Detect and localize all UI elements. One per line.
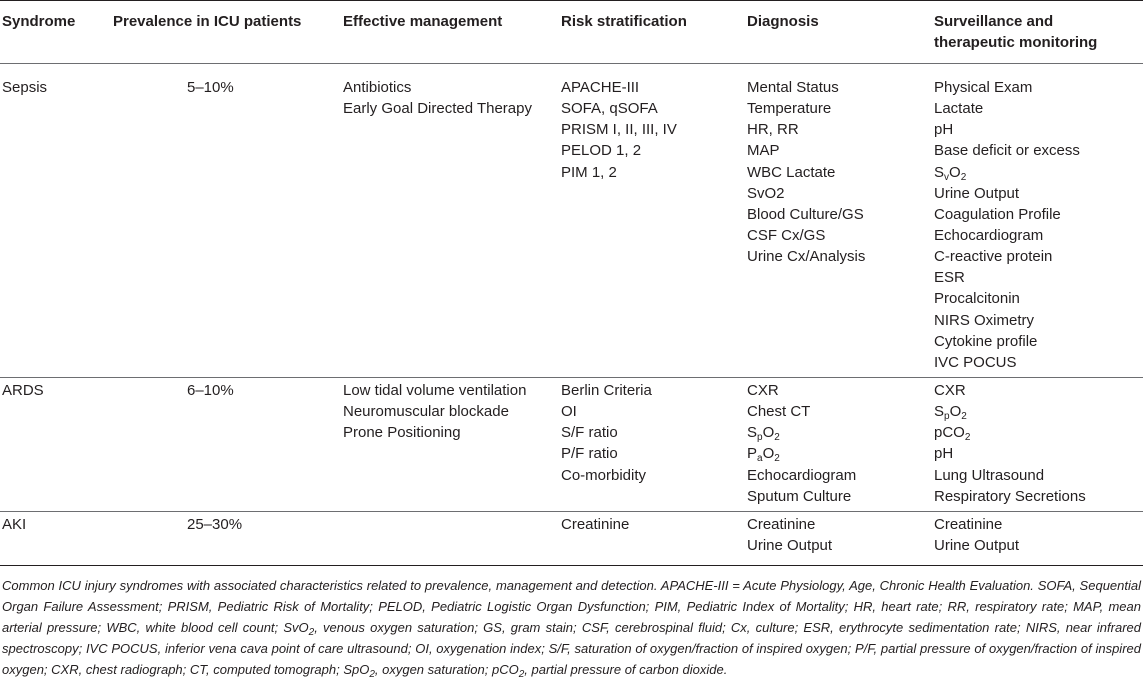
cell-line: Respiratory Secretions [934,487,1086,505]
cell-line: Echocardiogram [934,226,1044,244]
cell-line: Low tidal volume ventilation [343,382,527,399]
header-prevalence: Prevalence in ICU patients [113,13,302,30]
cell-line: S/F ratio [561,424,618,442]
cell-line: Creatinine [747,516,816,533]
row-aki-risk [561,514,629,535]
header-syndrome: Syndrome [2,13,76,30]
cell-line: Mental Status [747,79,839,96]
cell-text: 5–10% [187,79,234,96]
row-ards-diagnosis [747,380,856,507]
cell-line: $P_aO_2$ [747,445,780,465]
cell-line: Temperature [747,100,832,118]
cell-line: pH [934,445,954,463]
cell-line: PRISM I, II, III, IV [561,121,677,139]
cell-line: Early Goal Directed Therapy [343,100,532,118]
cell-line: pH [934,121,954,139]
cell-text: AKI [2,516,27,533]
cell-line: $S_pO_2$ [934,403,967,423]
cell-line: Prone Positioning [343,424,461,442]
row-aki-surveillance [934,514,1019,556]
row-ards-management [343,380,526,443]
cell-line: Urine Output [934,184,1020,202]
cell-line: MAP [747,142,780,160]
cell-line: Lung Ultrasound [934,466,1045,484]
cell-line: Physical Exam [934,79,1033,96]
cell-line: PELOD 1, 2 [561,142,642,160]
cell-line: Co-morbidity [561,466,647,484]
row-sepsis-risk [561,77,677,183]
row-ards-syndrome [2,380,44,401]
header-rule [0,63,1143,64]
cell-line: APACHE-III [561,79,640,96]
cell-line: Urine Output [747,537,833,555]
row-sepsis-surveillance [934,77,1080,373]
cell-line: CXR [934,382,966,399]
cell-line: HR, RR [747,121,799,139]
cell-line: $S_pO_2$ [747,424,780,444]
row-sepsis-prevalence [187,77,234,98]
header-management: Effective management [343,13,503,30]
row-ards-risk [561,380,652,486]
header-surveillance-line1: Surveillance and [934,13,1054,30]
cell-line: Urine Cx/Analysis [747,248,866,266]
cell-line: Cytokine profile [934,332,1038,350]
cell-line: Chest CT [747,403,811,421]
cell-text: Sepsis [2,79,48,96]
bottom-rule [0,565,1143,566]
row-sepsis-syndrome [2,77,47,98]
cell-line: Creatinine [561,516,630,533]
cell-line: Berlin Criteria [561,382,652,399]
cell-line: Antibiotics [343,79,412,96]
cell-line: CSF Cx/GS [747,226,826,244]
row-rule-2 [0,511,1143,512]
cell-line: PIM 1, 2 [561,163,617,181]
cell-text: 6–10% [187,382,234,399]
cell-line: Blood Culture/GS [747,205,864,223]
cell-line: NIRS Oximetry [934,311,1035,329]
row-ards-surveillance [934,380,1086,507]
cell-line: OI [561,403,577,421]
row-aki-prevalence [187,514,242,535]
row-sepsis-management [343,77,532,119]
cell-line: SvO2 [747,184,785,202]
cell-line: C-reactive protein [934,248,1053,266]
cell-text: ARDS [2,382,44,399]
cell-line: P/F ratio [561,445,618,463]
row-aki-syndrome [2,514,26,535]
caption-text: Common ICU injury syndromes with associated characteristics related to prevalence, management and detection. APACHE-III = Acute Physiology, Age, Chronic Health Evaluation. SOFA, Sequential Organ Failure Assessment; PRISM, Pediatric Risk of Mortality; PELOD, Pediatric Logistic Organ Dysfunction; PIM, Pediatric Index of Mortality; HR, heart rate; RR, respiratory rate; MAP, mean arterial pressure; WBC, white blood cell count; SvO$_2$, venous oxygen saturation; GS, gram stain; CSF, cerebrospinal fluid; Cx, culture; ESR, erythrocyte sedimentation rate; NIRS, near infrared spectroscopy; IVC POCUS, inferior vena cava point of care ultrasound; OI, oxygenation index; S/F, saturation of oxygen/fraction of inspired oxygen; P/F, partial pressure of oxygen/fraction of inspired oxygen; CXR, chest radiograph; CT, computed tomograph; SpO$_2$, oxygen saturation; pCO$_2$, partial pressure of carbon dioxide. [2,578,1141,680]
cell-text: 25–30% [187,516,243,533]
row-ards-prevalence [187,380,234,401]
cell-line: SOFA, qSOFA [561,100,658,118]
cell-line: pCO$_2$ [934,424,971,444]
cell-line: Sputum Culture [747,487,852,505]
row-aki-diagnosis [747,514,832,556]
cell-line: Urine Output [934,537,1020,555]
row-rule-1 [0,377,1143,378]
header-surveillance [934,11,1097,53]
cell-line: ESR [934,269,965,287]
cell-line: IVC POCUS [934,353,1017,371]
cell-line: Neuromuscular blockade [343,403,509,421]
row-sepsis-diagnosis [747,77,865,267]
cell-line: Echocardiogram [747,466,857,484]
cell-line: Lactate [934,100,984,118]
cell-line: Creatinine [934,516,1003,533]
cell-line: CXR [747,382,779,399]
header-diagnosis: Diagnosis [747,13,819,30]
header-risk: Risk stratification [561,13,687,30]
cell-line: Base deficit or excess [934,142,1080,160]
top-rule [0,0,1143,1]
cell-line: WBC Lactate [747,163,836,181]
cell-line: Coagulation Profile [934,205,1061,223]
cell-line: Procalcitonin [934,290,1020,308]
header-surveillance-line2: therapeutic monitoring [934,34,1098,51]
cell-line: $S_vO_2$ [934,163,967,183]
table-caption [2,575,1141,680]
